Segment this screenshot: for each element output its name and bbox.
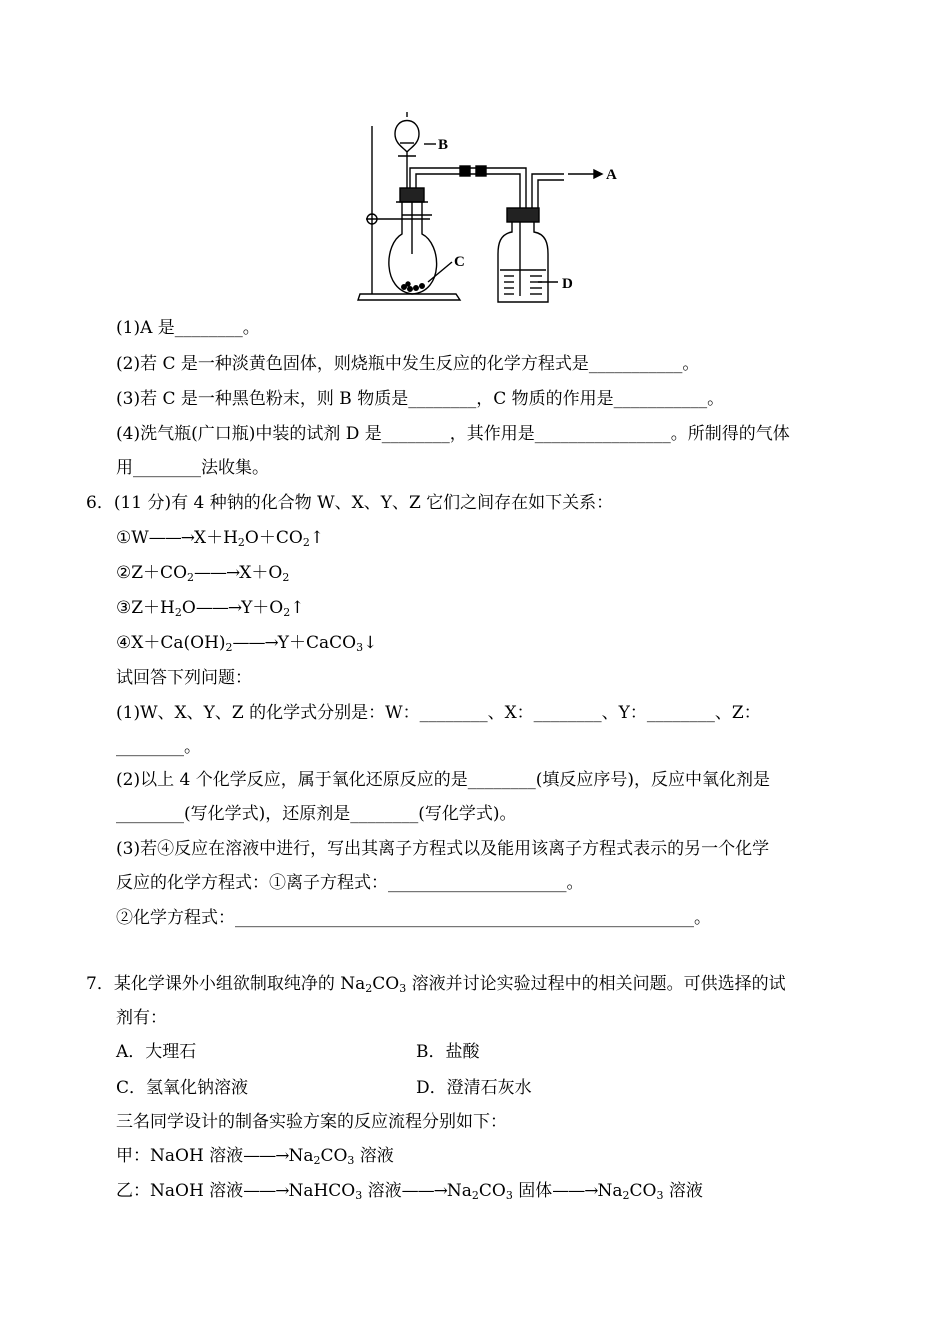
q6-part3-line1: (3)若④反应在溶液中进行，写出其离子方程式以及能用该离子方程式表示的另一个化学 <box>116 839 770 859</box>
q6-part3-line3: ②化学方程式：______________________________________________________。 <box>116 908 711 928</box>
label-b: B <box>438 137 449 153</box>
q5-part4-line2: 用________法收集。 <box>116 458 269 478</box>
outlet-tube <box>532 174 564 208</box>
apparatus-diagram <box>352 104 642 310</box>
q7-plan-jia: 甲：NaOH 溶液$——\to Na_2CO_3$ 溶液 <box>116 1146 394 1167</box>
q6-prompt: 试回答下列问题： <box>116 668 252 688</box>
stand-base <box>358 294 460 300</box>
q6-part1-line2: ________。 <box>116 737 201 757</box>
label-c: C <box>454 254 465 270</box>
q7-option-c: C．氢氧化钠溶液 <box>116 1078 249 1098</box>
arrow-a <box>594 170 602 178</box>
q6-part2-line2: ________(写化学式)，还原剂是________(写化学式)。 <box>116 804 517 824</box>
q6-reaction-1: $①W——\to X+H_2O+CO_2↑$ <box>116 528 325 549</box>
q7-plans-intro: 三名同学设计的制备实验方案的反应流程分别如下： <box>116 1112 507 1132</box>
q6-stem: 6．(11 分)有 4 种钠的化合物 W、X、Y、Z 它们之间存在如下关系： <box>86 493 614 513</box>
q7-stem-line1: 7．某化学课外小组欲制取纯净的 $Na_2CO_3$ 溶液并讨论实验过程中的相关问题。可供选择的试 <box>86 974 786 995</box>
q5-part1: (1)A 是________。 <box>116 318 260 338</box>
q5-part3: (3)若 C 是一种黑色粉末，则 B 物质是________，C 物质的作用是___________。 <box>116 389 725 409</box>
q6-reaction-3: $③Z+H_2O——\to Y+O_2↑$ <box>116 598 305 619</box>
q6-part2-line1: (2)以上 4 个化学反应，属于氧化还原反应的是________(填反应序号)，反应中氧化剂是 <box>116 770 770 790</box>
flask-stopper <box>400 188 424 202</box>
q7-stem-line2: 剂有： <box>116 1008 167 1028</box>
q7-plan-yi: 乙：NaOH 溶液——→NaHCO$_3$ 溶液$——\to Na_2CO_3$ 固体$——\to Na_2CO_3$ 溶液 <box>116 1181 703 1202</box>
label-a: A <box>606 167 617 183</box>
q7-option-a: A．大理石 <box>116 1042 197 1062</box>
wash-bottle-d <box>498 222 548 302</box>
bottle-stopper <box>507 208 539 222</box>
q6-part1-line1: (1)W、X、Y、Z 的化学式分别是：W：________、X：________、Y：________、Z： <box>116 703 761 723</box>
q5-part2: (2)若 C 是一种淡黄色固体，则烧瓶中发生反应的化学方程式是___________。 <box>116 354 700 374</box>
q6-part3-line2: 反应的化学方程式：①离子方程式：_____________________。 <box>116 873 584 893</box>
q6-reaction-2: $②Z+CO_2——\to X+O_2$ <box>116 563 290 584</box>
label-d: D <box>562 276 573 292</box>
q5-part4-line1: (4)洗气瓶(广口瓶)中装的试剂 D 是________，其作用是________________。所制得的气体 <box>116 424 790 444</box>
q7-option-d: D．澄清石灰水 <box>416 1078 532 1098</box>
q7-option-b: B．盐酸 <box>416 1042 480 1062</box>
q6-reaction-4: $④X+Ca(OH)_2——\to Y+CaCO_3↓$ <box>116 633 378 654</box>
